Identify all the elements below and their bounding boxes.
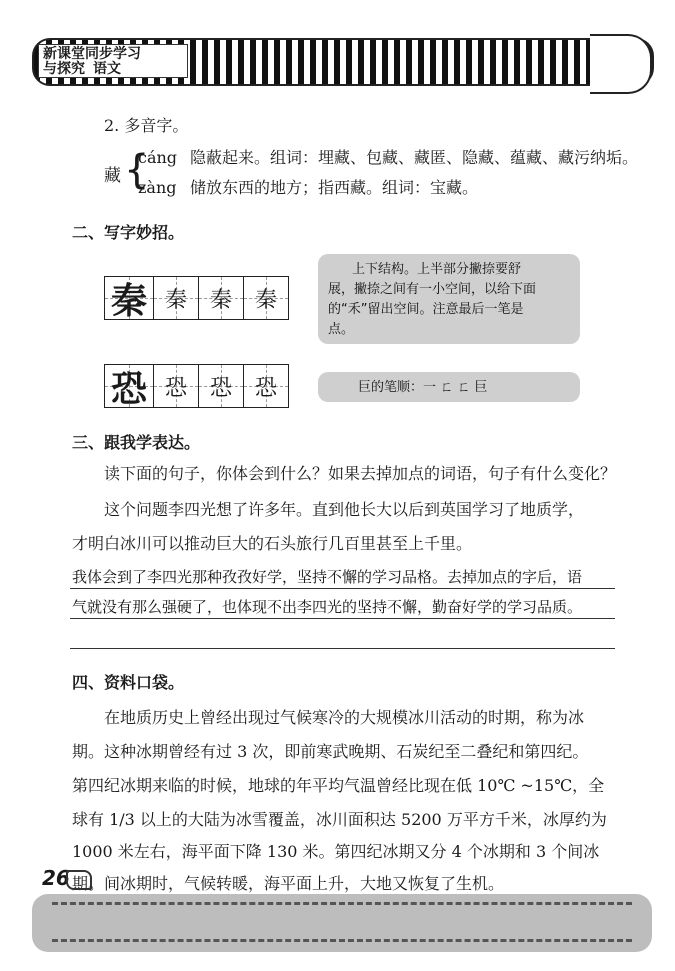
sec2-heading: 二、写字妙招。 <box>72 223 185 242</box>
grid-cell: 恐 <box>244 365 288 407</box>
grid-cell: 恐 <box>154 365 199 407</box>
grid-cell: 秦 <box>199 277 244 319</box>
header-badge <box>38 44 188 78</box>
tip-line: 的“禾”留出空间。注意最后一笔是 <box>328 302 524 317</box>
sec4-line: 1000 米左右，海平面下降 130 米。第四纪冰期又分 4 个冰期和 3 个间冰 <box>72 842 600 861</box>
brace-icon: { <box>124 147 150 193</box>
book-icon <box>66 870 92 890</box>
pinyin-zang: zàng <box>138 178 177 197</box>
answer-rule <box>70 618 615 619</box>
footer-band <box>32 894 652 952</box>
grid-cell: 秦 <box>154 277 199 319</box>
sec3-sentence1: 这个问题李四光想了许多年。直到他长大以后到英国学习了地质学， <box>104 500 585 519</box>
sec3-heading: 三、跟我学表达。 <box>72 433 201 452</box>
badge-line2a: 与探究 <box>43 61 85 77</box>
badge-line2b: 语文 <box>93 61 121 77</box>
page-number: 26 <box>42 866 70 890</box>
reading-cang: 隐蔽起来。组词：埋藏、包藏、藏匿、隐藏、蕴藏、藏污纳垢。 <box>190 148 639 167</box>
tip-line: 上下结构。上半部分撇捺要舒 <box>352 262 522 277</box>
pinyin-cang: cáng <box>138 148 178 167</box>
sec4-line: 第四纪冰期来临的时候，地球的年平均气温曾经比现在低 10℃ ~15℃，全 <box>72 776 605 795</box>
footer-dash <box>52 902 632 905</box>
tip-line: 展，撇捺之间有一小空间，以给下面 <box>328 282 537 297</box>
sec4-line: 期。这种冰期曾经有过 3 次，即前寒武晚期、石炭纪至二叠纪和第四纪。 <box>72 742 589 761</box>
sec3-question: 读下面的句子，你体会到什么？如果去掉加点的词语，句子有什么变化？ <box>104 464 617 483</box>
tip-line: 点。 <box>328 322 355 337</box>
answer-rule <box>70 648 615 649</box>
sec4-line: 球有 1/3 以上的大陆为冰雪覆盖，冰川面积达 5200 万平方千米，冰厚约为 <box>72 810 607 829</box>
footer-dash <box>52 939 632 942</box>
char-grid-kong <box>104 364 289 408</box>
badge-line1: 新课堂同步学习 <box>43 46 141 62</box>
item2-label: 2. 多音字。 <box>104 116 189 135</box>
grid-cell: 恐 <box>105 365 154 407</box>
tip-kong <box>318 372 580 402</box>
tip-line: 巨的笔顺：一 ㄈ ㄈ 巨 <box>358 380 488 395</box>
answer-line1: 我体会到了李四光那种孜孜好学，坚持不懈的学习品格。去掉加点的字后，语 <box>72 568 583 586</box>
grid-cell: 恐 <box>199 365 244 407</box>
answer-rule <box>70 588 615 589</box>
sec4-heading: 四、资料口袋。 <box>72 673 185 692</box>
sec3-sentence2: 才明白冰川可以推动巨大的石头旅行几百里甚至上千里。 <box>72 534 473 553</box>
polyphonic-char: 藏 <box>104 166 121 186</box>
grid-cell: 秦 <box>105 277 154 319</box>
sec4-line: 期。间冰期时，气候转暖，海平面上升，大地又恢复了生机。 <box>72 874 505 893</box>
header-cap <box>590 34 652 94</box>
sec4-line: 在地质历史上曾经出现过气候寒冷的大规模冰川活动的时期，称为冰 <box>104 708 585 727</box>
grid-cell: 秦 <box>244 277 288 319</box>
reading-zang: 储放东西的地方；指西藏。组词：宝藏。 <box>190 178 479 197</box>
answer-line2: 气就没有那么强硬了，也体现不出李四光的坚持不懈，勤奋好学的学习品质。 <box>72 598 583 616</box>
char-grid-qin <box>104 276 289 320</box>
tip-qin <box>318 254 580 344</box>
